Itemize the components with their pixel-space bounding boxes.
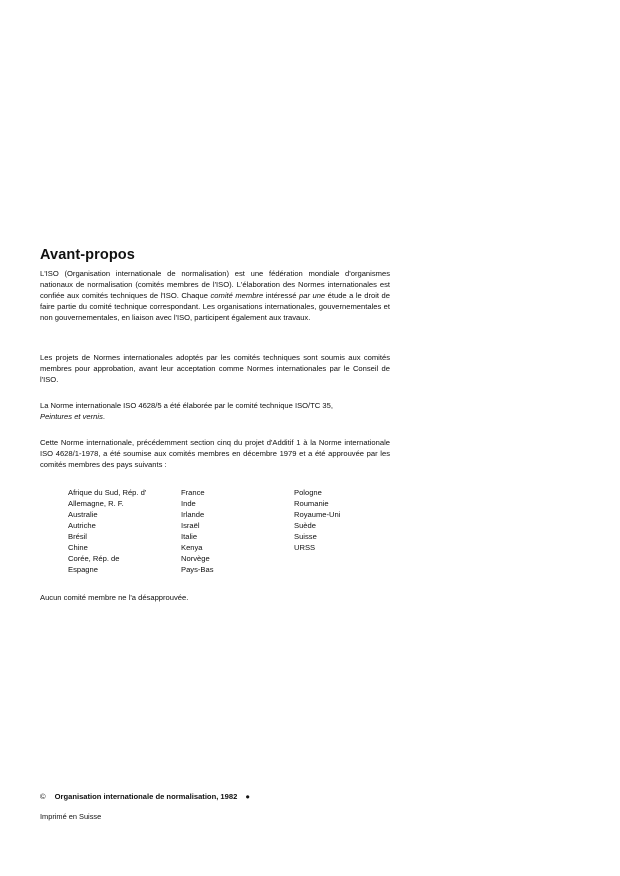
country-item: Italie: [181, 532, 198, 541]
page-title: Avant-propos: [40, 247, 135, 263]
country-item: Espagne: [68, 565, 98, 574]
country-item: Roumanie: [294, 499, 329, 508]
text-segment: intéressé: [263, 291, 299, 300]
country-item: Pologne: [294, 488, 322, 497]
paragraph-approval: Cette Norme internationale, précédemment section cinq du projet d'Additif 1 à la Norme internationale ISO 4628/1-1978, a été soumise aux comités membres en décembre 1979 et a été approuvée par les comités membres des pays suivants :: [40, 438, 390, 469]
country-item: Chine: [68, 543, 88, 552]
text-segment: L'ISO (Organisation internationale de normalisation) est une fédération mondiale d'organismes nationaux de normalisation (comités membres de l'ISO). L'élaboration des Normes internationales est confiée aux comités techniques de l'ISO. Chaque: [40, 269, 390, 300]
country-item: France: [181, 488, 205, 497]
committee-title: Peintures et vernis: [40, 412, 103, 421]
country-item: Inde: [181, 499, 196, 508]
paragraph-committee: [40, 400, 390, 422]
country-column-3: [294, 487, 340, 553]
copyright-line: [40, 792, 250, 801]
country-item: Autriche: [68, 521, 96, 530]
country-item: Pays-Bas: [181, 565, 214, 574]
country-item: Afrique du Sud, Rép. d': [68, 488, 147, 497]
text-segment-italic: comité membre: [210, 291, 264, 300]
country-item: Royaume-Uni: [294, 510, 341, 519]
country-item: Allemagne, R. F.: [68, 499, 124, 508]
country-item: Israël: [181, 521, 200, 530]
printed-in: Imprimé en Suisse: [40, 812, 102, 821]
country-item: Suède: [294, 521, 316, 530]
paragraph-iso-intro: [40, 268, 390, 323]
country-item: Suisse: [294, 532, 317, 541]
committee-text: La Norme internationale ISO 4628/5 a été élaborée par le comité technique ISO/TC 35,: [40, 401, 333, 410]
country-item: Australie: [68, 510, 98, 519]
text-segment: étude a le droit de faire partie du comité technique correspondant. Les organisations internationales, gouvernementales et non gouvernementales, en liaison avec l'ISO, participent également aux travaux.: [40, 291, 390, 322]
copyright-text: Organisation internationale de normalisation, 1982: [54, 792, 238, 801]
country-item: URSS: [294, 543, 316, 552]
period: .: [102, 412, 106, 421]
paragraph-no-disapproval: Aucun comité membre ne l'a désapprouvée.: [40, 593, 189, 602]
text-segment-italic: par une: [299, 291, 326, 300]
country-item: Kenya: [181, 543, 203, 552]
country-item: Brésil: [68, 532, 87, 541]
bullet-icon: ●: [245, 792, 250, 801]
country-column-1: [68, 487, 146, 575]
paragraph-draft-standards: Les projets de Normes internationales adoptés par les comités techniques sont soumis aux comités membres pour approbation, avant leur acceptation comme Normes internationales par le Conseil de l'ISO.: [40, 353, 390, 384]
country-item: Irlande: [181, 510, 205, 519]
copyright-icon: ©: [40, 792, 46, 801]
country-item: Corée, Rép. de: [68, 554, 120, 563]
country-column-2: [181, 487, 214, 575]
country-item: Norvège: [181, 554, 210, 563]
